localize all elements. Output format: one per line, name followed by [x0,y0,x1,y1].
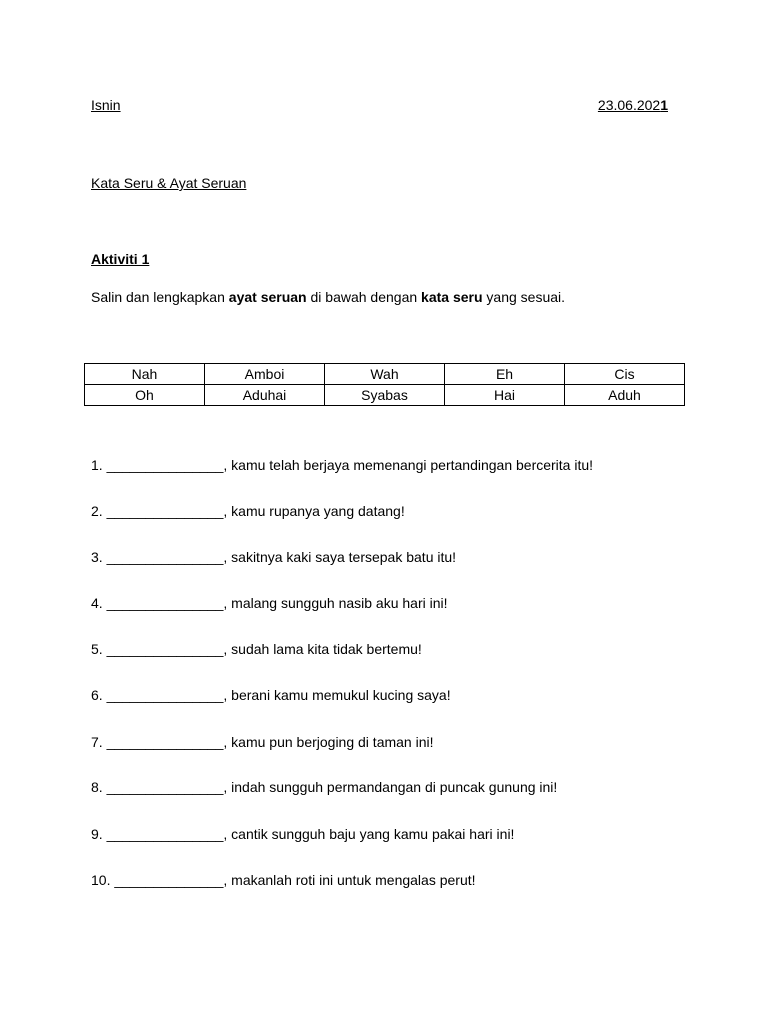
question-number: 10. [91,872,111,888]
question-text: , cantik sungguh baju yang kamu pakai hari ini! [223,826,515,842]
question-text: , makanlah roti ini untuk mengalas perut! [223,872,476,888]
word-cell: Hai [445,385,565,406]
word-cell: Aduhai [205,385,325,406]
day-label: Isnin [91,97,121,113]
instruction-text [91,288,565,306]
word-cell: Wah [325,364,445,385]
date-last-digit: 1 [660,97,668,113]
question-number: 3. [91,549,103,565]
answer-blank: ______________ [114,872,224,888]
question-8 [91,778,557,796]
word-cell: Eh [445,364,565,385]
instruction-bold-1: ayat seruan [228,289,307,305]
question-1 [91,456,593,474]
answer-blank: _______________ [106,549,224,565]
activity-heading: Aktiviti 1 [91,251,150,267]
answer-blank: _______________ [106,503,224,519]
word-bank-table [84,363,685,406]
question-text: , kamu pun berjoging di taman ini! [223,734,434,750]
word-cell: Cis [565,364,685,385]
instruction-part-3: yang sesuai. [482,289,566,305]
question-9 [91,825,514,843]
question-number: 2. [91,503,103,519]
instruction-bold-2: kata seru [421,289,483,305]
question-10 [91,871,476,889]
question-5 [91,640,422,658]
answer-blank: _______________ [106,687,224,703]
question-text: , berani kamu memukul kucing saya! [223,687,451,703]
word-cell: Syabas [325,385,445,406]
answer-blank: _______________ [106,595,224,611]
answer-blank: _______________ [106,779,224,795]
answer-blank: _______________ [106,641,224,657]
date-label [598,96,668,114]
answer-blank: _______________ [106,457,224,473]
question-text: , malang sungguh nasib aku hari ini! [223,595,448,611]
question-number: 5. [91,641,103,657]
worksheet-title: Kata Seru & Ayat Seruan [91,175,247,191]
table-row [85,385,685,406]
question-number: 6. [91,687,103,703]
word-cell: Amboi [205,364,325,385]
date-main: 23.06.202 [597,97,661,113]
question-number: 1. [91,457,103,473]
question-text: , sakitnya kaki saya tersepak batu itu! [223,549,457,565]
question-3 [91,548,456,566]
question-6 [91,686,451,704]
question-number: 4. [91,595,103,611]
question-text: , kamu telah berjaya memenangi pertandingan bercerita itu! [223,457,594,473]
answer-blank: _______________ [106,826,224,842]
question-2 [91,502,405,520]
instruction-part-2: di bawah dengan [306,289,422,305]
question-text: , indah sungguh permandangan di puncak gunung ini! [223,779,558,795]
question-text: , kamu rupanya yang datang! [223,503,405,519]
answer-blank: _______________ [106,734,224,750]
question-text: , sudah lama kita tidak bertemu! [223,641,422,657]
word-cell: Nah [85,364,205,385]
word-cell: Aduh [565,385,685,406]
question-7 [91,733,434,751]
question-number: 8. [91,779,103,795]
word-cell: Oh [85,385,205,406]
instruction-part-1: Salin dan lengkapkan [91,289,229,305]
question-number: 9. [91,826,103,842]
question-4 [91,594,448,612]
table-row [85,364,685,385]
question-number: 7. [91,734,103,750]
